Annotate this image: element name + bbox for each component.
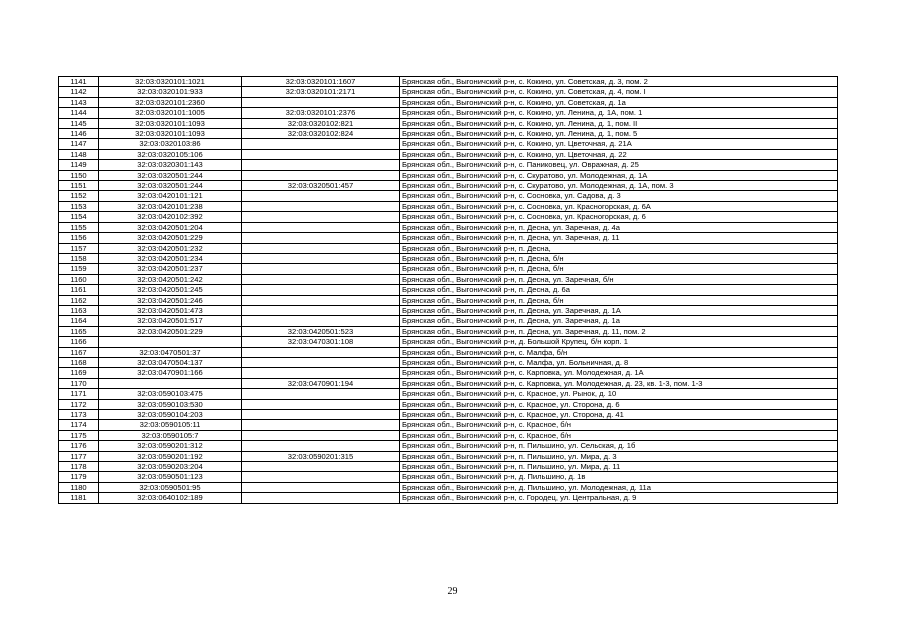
row-number-cell: 1173 xyxy=(59,410,99,420)
cadastral-number-cell: 32:03:0420501:232 xyxy=(99,243,242,253)
related-cadastral-number-cell xyxy=(242,482,400,492)
row-number-cell: 1161 xyxy=(59,285,99,295)
table-row xyxy=(59,97,838,107)
table-row xyxy=(59,108,838,118)
address-cell: Брянская обл., Выгоничский р-н, с. Паниковец, ул. Овражная, д. 25 xyxy=(400,160,838,170)
related-cadastral-number-cell xyxy=(242,357,400,367)
address-cell: Брянская обл., Выгоничский р-н, п. Десна, б/н xyxy=(400,295,838,305)
address-cell: Брянская обл., Выгоничский р-н, п. Десна, ул. Заречная, д. 1а xyxy=(400,316,838,326)
cadastral-number-cell: 32:03:0420501:234 xyxy=(99,253,242,263)
cadastral-number-cell: 32:03:0590501:95 xyxy=(99,482,242,492)
address-cell: Брянская обл., Выгоничский р-н, с. Кокино, ул. Ленина, д. 1А, пом. 1 xyxy=(400,108,838,118)
address-cell: Брянская обл., Выгоничский р-н, с. Кокино, ул. Цветочная, д. 21А xyxy=(400,139,838,149)
cadastral-number-cell: 32:03:0320101:1093 xyxy=(99,129,242,139)
row-number-cell: 1152 xyxy=(59,191,99,201)
table-row xyxy=(59,347,838,357)
row-number-cell: 1176 xyxy=(59,441,99,451)
related-cadastral-number-cell: 32:03:0420501:523 xyxy=(242,326,400,336)
related-cadastral-number-cell xyxy=(242,97,400,107)
row-number-cell: 1143 xyxy=(59,97,99,107)
row-number-cell: 1170 xyxy=(59,378,99,388)
cadastral-number-cell: 32:03:0590103:475 xyxy=(99,389,242,399)
table-row xyxy=(59,305,838,315)
related-cadastral-number-cell xyxy=(242,462,400,472)
address-cell: Брянская обл., Выгоничский р-н, с. Кокино, ул. Советская, д. 4, пом. I xyxy=(400,87,838,97)
row-number-cell: 1167 xyxy=(59,347,99,357)
cadastral-number-cell: 32:03:0420501:517 xyxy=(99,316,242,326)
related-cadastral-number-cell xyxy=(242,430,400,440)
table-row xyxy=(59,441,838,451)
related-cadastral-number-cell xyxy=(242,170,400,180)
table-row xyxy=(59,77,838,87)
cadastral-number-cell: 32:03:0420101:238 xyxy=(99,201,242,211)
row-number-cell: 1150 xyxy=(59,170,99,180)
row-number-cell: 1178 xyxy=(59,462,99,472)
row-number-cell: 1162 xyxy=(59,295,99,305)
table-row xyxy=(59,389,838,399)
cadastral-number-cell: 32:03:0470901:166 xyxy=(99,368,242,378)
address-cell: Брянская обл., Выгоничский р-н, п. Десна, ул. Заречная, б/н xyxy=(400,274,838,284)
table-row xyxy=(59,222,838,232)
related-cadastral-number-cell: 32:03:0320501:457 xyxy=(242,181,400,191)
table-row xyxy=(59,451,838,461)
row-number-cell: 1141 xyxy=(59,77,99,87)
address-cell: Брянская обл., Выгоничский р-н, п. Десна, ул. Заречная, д. 11, пом. 2 xyxy=(400,326,838,336)
cadastral-number-cell: 32:03:0590105:7 xyxy=(99,430,242,440)
cadastral-number-cell: 32:03:0320501:244 xyxy=(99,181,242,191)
row-number-cell: 1158 xyxy=(59,253,99,263)
table-row xyxy=(59,285,838,295)
table-row xyxy=(59,170,838,180)
table-row xyxy=(59,472,838,482)
cadastral-number-cell: 32:03:0590104:203 xyxy=(99,410,242,420)
table-row xyxy=(59,160,838,170)
related-cadastral-number-cell xyxy=(242,305,400,315)
cadastral-number-cell: 32:03:0320101:933 xyxy=(99,87,242,97)
cadastral-number-cell: 32:03:0420101:121 xyxy=(99,191,242,201)
cadastral-number-cell: 32:03:0420501:229 xyxy=(99,326,242,336)
address-cell: Брянская обл., Выгоничский р-н, с. Кокино, ул. Ленина, д. 1, пом. 5 xyxy=(400,129,838,139)
row-number-cell: 1165 xyxy=(59,326,99,336)
table-row xyxy=(59,233,838,243)
cadastral-number-cell: 32:03:0420501:246 xyxy=(99,295,242,305)
row-number-cell: 1179 xyxy=(59,472,99,482)
address-cell: Брянская обл., Выгоничский р-н, с. Скуратово, ул. Молодежная, д. 1А xyxy=(400,170,838,180)
table-row xyxy=(59,482,838,492)
related-cadastral-number-cell xyxy=(242,420,400,430)
row-number-cell: 1149 xyxy=(59,160,99,170)
address-cell: Брянская обл., Выгоничский р-н, п. Пильшино, ул. Мира, д. 11 xyxy=(400,462,838,472)
cadastral-number-cell: 32:03:0420501:204 xyxy=(99,222,242,232)
cadastral-number-cell: 32:03:0320101:1021 xyxy=(99,77,242,87)
table-row xyxy=(59,87,838,97)
address-cell: Брянская обл., Выгоничский р-н, с. Кокино, ул. Цветочная, д. 22 xyxy=(400,149,838,159)
address-cell: Брянская обл., Выгоничский р-н, д. Пильшино, д. 1в xyxy=(400,472,838,482)
table-row xyxy=(59,326,838,336)
address-cell: Брянская обл., Выгоничский р-н, п. Десна, б/н xyxy=(400,253,838,263)
property-registry-table xyxy=(58,76,838,504)
table-row xyxy=(59,378,838,388)
row-number-cell: 1180 xyxy=(59,482,99,492)
cadastral-number-cell: 32:03:0590103:530 xyxy=(99,399,242,409)
address-cell: Брянская обл., Выгоничский р-н, с. Кокино, ул. Советская, д. 3, пом. 2 xyxy=(400,77,838,87)
address-cell: Брянская обл., Выгоничский р-н, с. Городец, ул. Центральная, д. 9 xyxy=(400,493,838,503)
row-number-cell: 1157 xyxy=(59,243,99,253)
row-number-cell: 1148 xyxy=(59,149,99,159)
address-cell: Брянская обл., Выгоничский р-н, с. Сосновка, ул. Красногорская, д. 6А xyxy=(400,201,838,211)
row-number-cell: 1151 xyxy=(59,181,99,191)
row-number-cell: 1160 xyxy=(59,274,99,284)
cadastral-number-cell: 32:03:0420501:237 xyxy=(99,264,242,274)
related-cadastral-number-cell xyxy=(242,441,400,451)
table-row xyxy=(59,493,838,503)
page-number: 29 xyxy=(447,586,458,597)
address-cell: Брянская обл., Выгоничский р-н, с. Малфа, ул. Больничная, д. 8 xyxy=(400,357,838,367)
address-cell: Брянская обл., Выгоничский р-н, с. Красное, б/н xyxy=(400,420,838,430)
related-cadastral-number-cell xyxy=(242,149,400,159)
related-cadastral-number-cell: 32:03:0320101:2376 xyxy=(242,108,400,118)
row-number-cell: 1168 xyxy=(59,357,99,367)
address-cell: Брянская обл., Выгоничский р-н, п. Пильшино, ул. Сельская, д. 1б xyxy=(400,441,838,451)
cadastral-number-cell: 32:03:0590105:11 xyxy=(99,420,242,430)
cadastral-number-cell: 32:03:0590203:204 xyxy=(99,462,242,472)
related-cadastral-number-cell xyxy=(242,285,400,295)
row-number-cell: 1156 xyxy=(59,233,99,243)
table-row xyxy=(59,357,838,367)
row-number-cell: 1175 xyxy=(59,430,99,440)
table-row xyxy=(59,181,838,191)
cadastral-number-cell: 32:03:0590201:312 xyxy=(99,441,242,451)
table-row xyxy=(59,118,838,128)
table-row xyxy=(59,430,838,440)
address-cell: Брянская обл., Выгоничский р-н, с. Сосновка, ул. Садова, д. 3 xyxy=(400,191,838,201)
table-row xyxy=(59,212,838,222)
table-row xyxy=(59,399,838,409)
address-cell: Брянская обл., Выгоничский р-н, п. Десна, ул. Заречная, д. 11 xyxy=(400,233,838,243)
table-row xyxy=(59,253,838,263)
table-row xyxy=(59,129,838,139)
related-cadastral-number-cell xyxy=(242,295,400,305)
table-row xyxy=(59,191,838,201)
cadastral-number-cell: 32:03:0420501:242 xyxy=(99,274,242,284)
address-cell: Брянская обл., Выгоничский р-н, п. Десна, xyxy=(400,243,838,253)
row-number-cell: 1142 xyxy=(59,87,99,97)
row-number-cell: 1172 xyxy=(59,399,99,409)
row-number-cell: 1163 xyxy=(59,305,99,315)
related-cadastral-number-cell: 32:03:0470301:108 xyxy=(242,337,400,347)
related-cadastral-number-cell: 32:03:0320102:821 xyxy=(242,118,400,128)
table-row xyxy=(59,201,838,211)
cadastral-number-cell: 32:03:0320105:106 xyxy=(99,149,242,159)
address-cell: Брянская обл., Выгоничский р-н, п. Десна, д. 6а xyxy=(400,285,838,295)
related-cadastral-number-cell: 32:03:0320101:1607 xyxy=(242,77,400,87)
address-cell: Брянская обл., Выгоничский р-н, с. Красное, ул. Сторона, д. 6 xyxy=(400,399,838,409)
row-number-cell: 1146 xyxy=(59,129,99,139)
row-number-cell: 1166 xyxy=(59,337,99,347)
related-cadastral-number-cell xyxy=(242,316,400,326)
related-cadastral-number-cell xyxy=(242,160,400,170)
table-row xyxy=(59,295,838,305)
address-cell: Брянская обл., Выгоничский р-н, с. Кокино, ул. Ленина, д. 1, пом. II xyxy=(400,118,838,128)
row-number-cell: 1174 xyxy=(59,420,99,430)
cadastral-number-cell: 32:03:0320101:2360 xyxy=(99,97,242,107)
related-cadastral-number-cell xyxy=(242,233,400,243)
row-number-cell: 1153 xyxy=(59,201,99,211)
table-body xyxy=(59,77,838,504)
related-cadastral-number-cell xyxy=(242,410,400,420)
related-cadastral-number-cell xyxy=(242,368,400,378)
table-row xyxy=(59,337,838,347)
related-cadastral-number-cell xyxy=(242,222,400,232)
row-number-cell: 1177 xyxy=(59,451,99,461)
cadastral-number-cell: 32:03:0470504:137 xyxy=(99,357,242,367)
cadastral-number-cell: 32:03:0470501:37 xyxy=(99,347,242,357)
cadastral-number-cell: 32:03:0320101:1093 xyxy=(99,118,242,128)
table-row xyxy=(59,149,838,159)
related-cadastral-number-cell xyxy=(242,347,400,357)
table-row xyxy=(59,420,838,430)
row-number-cell: 1144 xyxy=(59,108,99,118)
related-cadastral-number-cell xyxy=(242,201,400,211)
table-row xyxy=(59,274,838,284)
cadastral-number-cell: 32:03:0420102:392 xyxy=(99,212,242,222)
related-cadastral-number-cell: 32:03:0590201:315 xyxy=(242,451,400,461)
cadastral-number-cell: 32:03:0640102:189 xyxy=(99,493,242,503)
related-cadastral-number-cell xyxy=(242,212,400,222)
address-cell: Брянская обл., Выгоничский р-н, с. Красное, ул. Рынок, д. 10 xyxy=(400,389,838,399)
address-cell: Брянская обл., Выгоничский р-н, с. Кокино, ул. Советская, д. 1а xyxy=(400,97,838,107)
row-number-cell: 1155 xyxy=(59,222,99,232)
table-row xyxy=(59,316,838,326)
address-cell: Брянская обл., Выгоничский р-н, п. Десна, б/н xyxy=(400,264,838,274)
cadastral-number-cell: 32:03:0320103:86 xyxy=(99,139,242,149)
table-row xyxy=(59,243,838,253)
row-number-cell: 1154 xyxy=(59,212,99,222)
address-cell: Брянская обл., Выгоничский р-н, с. Карповка, ул. Молодежная, д. 23, кв. 1-3, пом. 1-3 xyxy=(400,378,838,388)
cadastral-number-cell xyxy=(99,337,242,347)
cadastral-number-cell: 32:03:0420501:245 xyxy=(99,285,242,295)
address-cell: Брянская обл., Выгоничский р-н, с. Красное, б/н xyxy=(400,430,838,440)
table-row xyxy=(59,462,838,472)
related-cadastral-number-cell xyxy=(242,243,400,253)
related-cadastral-number-cell xyxy=(242,472,400,482)
cadastral-number-cell: 32:03:0320501:244 xyxy=(99,170,242,180)
address-cell: Брянская обл., Выгоничский р-н, п. Десна, ул. Заречная, д. 4а xyxy=(400,222,838,232)
cadastral-number-cell: 32:03:0320101:1005 xyxy=(99,108,242,118)
row-number-cell: 1147 xyxy=(59,139,99,149)
related-cadastral-number-cell xyxy=(242,274,400,284)
cadastral-number-cell: 32:03:0590201:192 xyxy=(99,451,242,461)
related-cadastral-number-cell xyxy=(242,493,400,503)
table-row xyxy=(59,139,838,149)
cadastral-number-cell: 32:03:0420501:473 xyxy=(99,305,242,315)
related-cadastral-number-cell xyxy=(242,389,400,399)
table-row xyxy=(59,368,838,378)
row-number-cell: 1159 xyxy=(59,264,99,274)
address-cell: Брянская обл., Выгоничский р-н, с. Скуратово, ул. Молодежная, д. 1А, пом. 3 xyxy=(400,181,838,191)
related-cadastral-number-cell: 32:03:0470901:194 xyxy=(242,378,400,388)
row-number-cell: 1164 xyxy=(59,316,99,326)
address-cell: Брянская обл., Выгоничский р-н, с. Сосновка, ул. Красногорская, д. 6 xyxy=(400,212,838,222)
cadastral-number-cell: 32:03:0420501:229 xyxy=(99,233,242,243)
table-row xyxy=(59,264,838,274)
related-cadastral-number-cell: 32:03:0320101:2171 xyxy=(242,87,400,97)
related-cadastral-number-cell: 32:03:0320102:824 xyxy=(242,129,400,139)
address-cell: Брянская обл., Выгоничский р-н, п. Пильшино, ул. Мира, д. 3 xyxy=(400,451,838,461)
address-cell: Брянская обл., Выгоничский р-н, п. Десна, ул. Заречная, д. 1А xyxy=(400,305,838,315)
related-cadastral-number-cell xyxy=(242,253,400,263)
address-cell: Брянская обл., Выгоничский р-н, д. Пильшино, ул. Молодежная, д. 11а xyxy=(400,482,838,492)
row-number-cell: 1169 xyxy=(59,368,99,378)
row-number-cell: 1181 xyxy=(59,493,99,503)
related-cadastral-number-cell xyxy=(242,139,400,149)
related-cadastral-number-cell xyxy=(242,399,400,409)
address-cell: Брянская обл., Выгоничский р-н, с. Карповка, ул. Молодежная, д. 1А xyxy=(400,368,838,378)
address-cell: Брянская обл., Выгоничский р-н, д. Большой Крупец, б/н корп. 1 xyxy=(400,337,838,347)
row-number-cell: 1171 xyxy=(59,389,99,399)
row-number-cell: 1145 xyxy=(59,118,99,128)
address-cell: Брянская обл., Выгоничский р-н, с. Красное, ул. Сторона, д. 41 xyxy=(400,410,838,420)
cadastral-number-cell xyxy=(99,378,242,388)
related-cadastral-number-cell xyxy=(242,264,400,274)
cadastral-number-cell: 32:03:0320301:143 xyxy=(99,160,242,170)
address-cell: Брянская обл., Выгоничский р-н, с. Малфа, б/н xyxy=(400,347,838,357)
cadastral-number-cell: 32:03:0590501:123 xyxy=(99,472,242,482)
table-row xyxy=(59,410,838,420)
related-cadastral-number-cell xyxy=(242,191,400,201)
